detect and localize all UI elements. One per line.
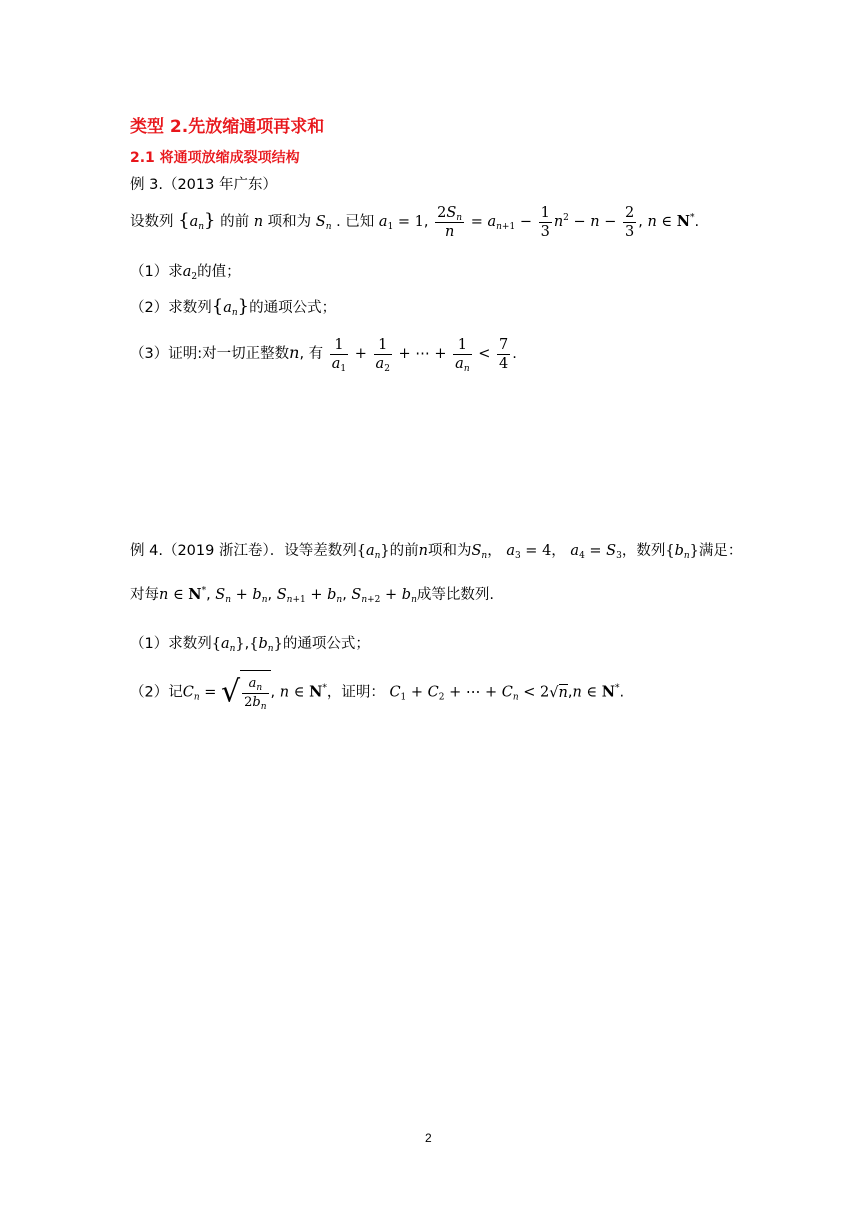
example4-stem: 例 4.（2019 浙江卷）．设等差数列$\{a_n\}$的前n项和为$S_n$， $a_3 = 4$， $a_4 = S_3$，数列$\{b_n\}$满足： — [130, 543, 743, 561]
example4-stem-line2: 对每n ∈ N*, $S_n + b_n$, $S_{n+1} + b_n$, $S_{n+2} + b_n$成等比数列. — [130, 586, 494, 605]
section-title: 类型 2.先放缩通项再求和 — [130, 117, 325, 137]
example3-question-1: （1）求$a_2$的值； — [130, 264, 241, 282]
example3-stem: 设数列 $\{a_n\}$ 的前 n 项和为 $S_n$ . 已知 $a_1 = 1$, $\frac{2S_n}{n}$ = $a_{n+1}$ − $\frac{1}{3}$ $n^2 - n$ − $\frac{2}{3}$ , n ∈ N*. — [130, 204, 700, 240]
square-root-an-over-2bn: √ $\frac{a_n}{2b_n}$ — [221, 670, 271, 715]
example3-question-2: （2）求数列$\{a_n\}$的通项公式； — [130, 296, 337, 318]
example3-question-3: （3）证明:对一切正整数n, 有 $\frac{1}{a_1}$ + $\frac{1}{a_2}$ + ⋯ + $\frac{1}{a_n}$ < $\frac{7}{4}$ . — [130, 336, 517, 374]
example4-question-2: （2）记$C_n$ = √ $\frac{a_n}{2b_n}$ , n ∈ N*，证明： $C_1 + C_2$ + ⋯ + $C_n < 2√n,n$ ∈ N*. — [130, 670, 624, 715]
example4-question-1: （1）求数列$\{a_n\},\{b_n\}$的通项公式； — [130, 636, 370, 654]
page-number: 2 — [425, 1131, 432, 1145]
example3-label: 例 3.（2013 年广东） — [130, 177, 277, 193]
section-subtitle: 2.1 将通项放缩成裂项结构 — [130, 150, 300, 166]
fraction-2sn-over-n: $\frac{2S_n}{n}$ — [437, 204, 463, 240]
